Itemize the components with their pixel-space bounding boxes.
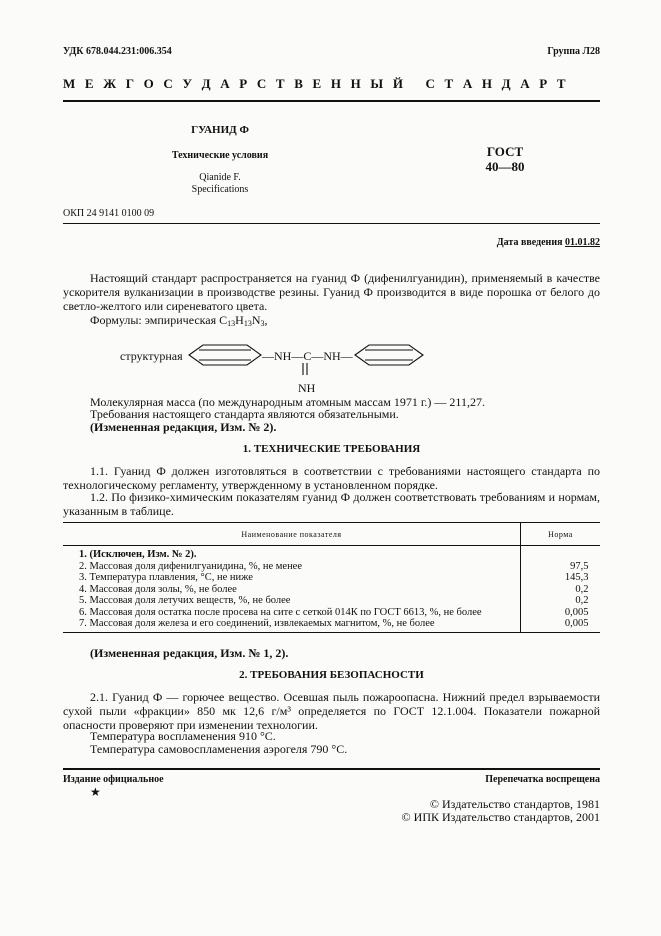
official-edition: Издание официальное: [63, 774, 164, 785]
table-cell-name: 1. (Исключен, Изм. № 2).: [63, 546, 521, 561]
intro-paragraph: Настоящий стандарт распространяется на гуанид Ф (дифенилгуанидин), применяемый в качестве ускорителя вулканизации в производстве резины. Гуанид Ф производится в виде порошка от белого до светло-желтого или сиреневатого цвета.: [63, 271, 600, 313]
table-cell-value: 0,2: [575, 595, 589, 606]
udk-code: УДК 678.044.231:006.354: [63, 46, 172, 57]
table-row: [63, 546, 600, 561]
english-subtitle: Specifications: [191, 184, 249, 195]
revision-note-1: (Измененная редакция, Изм. № 2).: [90, 420, 277, 434]
table-cell-name: 3. Температура плавления, °С, не ниже: [63, 572, 521, 584]
effective-date: Дата введения 01.01.82: [496, 237, 600, 248]
standard-type: М Е Ж Г О С У Д А Р С Т В Е Н Н Ы Й С Т А Н Д А Р Т: [63, 76, 569, 91]
table-cell-value: 0,2: [575, 583, 589, 595]
section2-para2: Температура воспламенения 910 °С.: [90, 729, 276, 743]
table-cell-name: 4. Массовая доля золы, %, не более: [63, 584, 521, 596]
structural-nh: NH: [298, 381, 316, 395]
phenyl-ring-left: [189, 345, 261, 365]
structural-label: структурная: [120, 349, 183, 363]
table-row: [63, 607, 600, 619]
table-cell-value: 0,005: [564, 618, 589, 629]
group-code: Группа Л28: [547, 46, 600, 57]
table-row: [63, 561, 600, 573]
footer-rule: [63, 768, 600, 770]
table-row: [63, 572, 600, 584]
gost-label: ГОСТ: [486, 144, 524, 159]
table-cell-name: 2. Массовая доля дифенилгуанидина, %, не менее: [63, 561, 521, 573]
section2-para1: 2.1. Гуанид Ф — горючее вещество. Осевшая пыль пожароопасна. Нижний предел взрываемости сухой пыли «фракции» 850 мк 12,6 г/м³ определяется по ГОСТ 12.1.004. Показатели пожарной опасности проверяют при изменении технологии.: [63, 690, 600, 732]
table-row: [63, 595, 600, 607]
section2-para3: Температура самовоспламенения аэрогеля 790 °С.: [90, 742, 348, 756]
doc-subtitle: Технические условия: [171, 150, 269, 161]
table-header-name: Наименование показателя: [63, 523, 521, 546]
table-cell-value: 145,3: [564, 572, 589, 583]
table-cell-value: 0,005: [564, 606, 589, 618]
header-rule: [63, 100, 600, 102]
table-cell-value: 97,5: [570, 560, 589, 572]
molar-mass: Молекулярная масса (по международным атомным массам 1971 г.) — 211,27.: [90, 395, 485, 409]
doc-title: ГУАНИД Ф: [191, 124, 249, 136]
table-cell-name: 5. Массовая доля летучих веществ, %, не более: [63, 595, 521, 607]
okp-code: ОКП 24 9141 0100 09: [63, 208, 155, 219]
structural-chain: —NH—C—NH—: [262, 349, 353, 363]
table-cell-name: 7. Массовая доля железа и его соединений, извлекаемых магнитом, %, не более: [63, 618, 521, 632]
table-header-norm: Норма: [521, 523, 601, 546]
phenyl-ring-right: [355, 345, 423, 365]
reprint-prohibited: Перепечатка воспрещена: [485, 774, 600, 785]
star-icon: ★: [90, 785, 101, 799]
gost-number: 40—80: [485, 159, 525, 174]
table-row: [63, 618, 600, 632]
copyright-1: © Издательство стандартов, 1981: [429, 797, 600, 811]
section1-para1: 1.1. Гуанид Ф должен изготовляться в соответствии с требованиями настоящего стандарта по технологическому регламенту, утвержденному в установленном порядке.: [63, 464, 600, 492]
copyright-2: © ИПК Издательство стандартов, 2001: [401, 810, 600, 824]
table-row: [63, 584, 600, 596]
revision-note-2: (Измененная редакция, Изм. № 1, 2).: [90, 646, 289, 660]
requirements-note: Требования настоящего стандарта являются обязательными.: [90, 407, 399, 421]
table-cell-name: 6. Массовая доля остатка после просева на сите с сеткой 014К по ГОСТ 6613, %, не более: [63, 607, 521, 619]
norms-table: [63, 522, 600, 633]
title-rule: [63, 223, 600, 224]
section1-para2: 1.2. По физико-химическим показателям гуанид Ф должен соответствовать требованиям и нормам, указанным в таблице.: [63, 490, 600, 518]
section2-heading: 2. ТРЕБОВАНИЯ БЕЗОПАСНОСТИ: [239, 669, 424, 681]
english-title: Qianide F.: [199, 172, 241, 183]
section1-heading: 1. ТЕХНИЧЕСКИЕ ТРЕБОВАНИЯ: [242, 443, 421, 455]
formula-empirical: Формулы: эмпирическая $C_{13}H_{13}N_3$,: [90, 313, 268, 328]
